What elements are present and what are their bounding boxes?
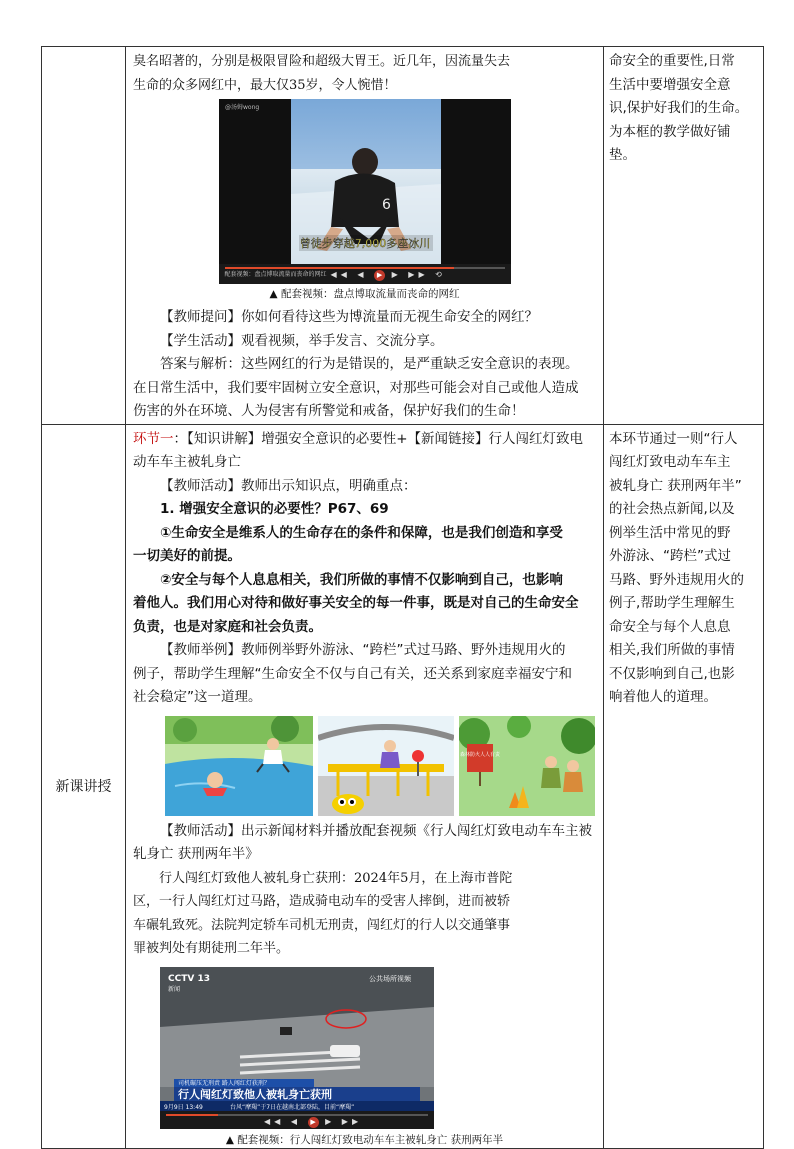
news-progress-bar[interactable] — [166, 1114, 428, 1116]
knowledge-point-cont: 着他人。我们用心对待和做好事关安全的每一件事，既是对自己的生命安全 — [133, 595, 579, 611]
channel-sub: 新闻 — [168, 985, 181, 993]
video-player-controls[interactable] — [219, 264, 511, 284]
video-caption: ▲ 配套视频：盘点博取流量而丧命的网红 — [269, 288, 460, 300]
design-intent-text — [604, 47, 763, 168]
section-label: 新课讲授 — [55, 779, 112, 795]
teacher-example-cont: 例子，帮助学生理解“生命安全不仅与自己有关，还关系到家庭幸福安宁和 — [133, 665, 572, 682]
news-player-controls[interactable] — [160, 1111, 434, 1129]
knowledge-point: ②安全与每个人息息相关，我们所做的事情不仅影响到自己，也影响 — [160, 571, 563, 588]
lesson-body — [126, 425, 603, 710]
side-line: 响着他人的道理。 — [609, 689, 717, 705]
answer-line: 在日常生活中，我们要牢固树立安全意识，对那些可能会对自己或他人造成 — [133, 379, 579, 396]
channel-logo: CCTV 13 — [168, 973, 210, 984]
side-line: 垫。 — [609, 147, 636, 163]
playback-buttons[interactable]: ◀◀ ◀ ▶ ▶ ▶▶ ⟲ — [330, 270, 446, 279]
ticker-time: 9月9日 13:49 — [164, 1103, 203, 1111]
news-ticker: 台风“摩羯”于7日在越南北部登陆，目前“摩羯” — [230, 1103, 355, 1111]
public-video-tag: 公共场所视频 — [369, 974, 411, 983]
video-frame-news[interactable] — [160, 967, 434, 1129]
teacher-question: 【教师提问】你如何看待这些为博流量而无视生命安全的网红？ — [160, 309, 538, 325]
side-line: 例子,帮助学生理解生 — [609, 595, 735, 611]
side-line: 不仅影响到自己,也影 — [609, 665, 735, 682]
player-title: 配套视频：盘点博取流量而丧命的网红 — [224, 271, 327, 278]
illustration-forest-fire — [459, 716, 595, 816]
side-line: 为本框的教学做好铺 — [609, 123, 731, 140]
headline-small: 司机碾压无刑责 路人闯红灯获刑？ — [178, 1079, 270, 1087]
news-video-thumbnail — [160, 967, 434, 1129]
side-line: 被轧身亡 获刑两年半” — [609, 477, 742, 494]
content-cell-intro — [126, 47, 604, 425]
side-line: 的社会热点新闻,以及 — [609, 501, 735, 517]
video-frame-influencer[interactable] — [219, 99, 511, 284]
knowledge-point: ①生命安全是维系人的生命存在的条件和保障，也是我们创造和享受 — [160, 524, 563, 541]
student-activity: 【学生活动】观看视频，举手发言、交流分享。 — [160, 332, 444, 349]
intro-line: 臭名昭著的，分别是极限冒险和超级大胃王。近几年，因流量失去 — [133, 54, 511, 69]
side-line: 本环节通过一则“行人 — [609, 430, 738, 447]
illustration-hurdle-crossing — [318, 716, 454, 816]
news-playback-buttons[interactable]: ◀◀ ◀ ▶ ▶ ▶▶ — [264, 1116, 363, 1126]
link-title-cont: 动车车主被轧身亡 — [133, 454, 241, 470]
design-intent-cell-2 — [604, 424, 764, 1148]
side-line: 生活中要增强安全意 — [609, 76, 731, 93]
teacher-activity: 【教师活动】出示新闻材料并播放配套视频《行人闯红灯致电动车车主被 — [160, 822, 592, 839]
intro-line: 生命的众多网红中，最大仅35岁，令人惋惜！ — [133, 77, 397, 93]
teacher-example-cont: 社会稳定”这一道理。 — [133, 689, 262, 705]
design-intent-text — [604, 425, 763, 710]
knowledge-point-cont: 一切美好的前提。 — [133, 548, 241, 564]
fire-prevention-sign: 森林防火人人有责 — [459, 751, 501, 758]
teacher-example: 【教师举例】教师例举野外游泳、“跨栏”式过马路、野外违规用火的 — [160, 642, 566, 658]
video-subtitle: 曾徒步穿越7,000多座冰川 — [299, 237, 430, 250]
side-line: 相关,我们所做的事情 — [609, 642, 735, 658]
table-row-new-lesson — [42, 424, 764, 1148]
video-progress-bar[interactable] — [225, 267, 505, 269]
link-prefix: 环节一 — [133, 430, 174, 447]
side-line: 马路、野外违规用火的 — [609, 571, 744, 588]
content-cell-new-lesson — [126, 424, 604, 1148]
knowledge-heading: 1. 增强安全意识的必要性？P67、69 — [160, 501, 389, 517]
news-video-caption: ▲ 配套视频：行人闯红灯致电动车车主被轧身亡 获刑两年半 — [225, 1133, 504, 1146]
teacher-activity-cont: 轧身亡 获刑两年半》 — [133, 846, 259, 862]
illustration-wild-swimming — [165, 716, 313, 816]
knowledge-point-cont: 负责，也是对家庭和社会负责。 — [133, 618, 322, 635]
lesson-plan-table — [41, 46, 764, 1149]
answer-line: 伤害的外在环境、人为侵害有所警觉和戒备，保护好我们的生命！ — [133, 403, 525, 419]
watermark: @汤姆wong — [224, 104, 259, 111]
table-row-intro — [42, 47, 764, 425]
section-cell — [42, 424, 126, 1148]
answer-line: 答案与解析：这些网红的行为是错误的，是严重缺乏安全意识的表现。 — [160, 356, 579, 372]
side-line: 例举生活中常见的野 — [609, 524, 731, 541]
news-block — [126, 816, 603, 961]
discussion-block — [126, 302, 603, 424]
svg-text:6: 6 — [381, 197, 391, 213]
section-cell-empty — [42, 47, 126, 425]
news-headline: 行人闯红灯致他人被轧身亡获刑 — [178, 1087, 332, 1101]
link-title: 环节一：【知识讲解】增强安全意识的必要性+【新闻链接】行人闯红灯致电 — [133, 430, 584, 447]
side-line: 闯红灯致电动车车主 — [609, 454, 731, 470]
play-icon[interactable]: ▶ — [374, 270, 385, 281]
illustration-row — [165, 716, 603, 816]
design-intent-cell-1 — [604, 47, 764, 425]
teacher-activity: 【教师活动】教师出示知识点，明确重点： — [160, 477, 417, 494]
side-line: 命安全的重要性,日常 — [609, 53, 735, 69]
side-line: 命安全与每个人息息 — [609, 618, 731, 635]
video-thumbnail-glacier — [219, 99, 511, 284]
intro-text — [126, 47, 603, 97]
news-text: 行人闯红灯致他人被轧身亡获刑：2024年5月，在上海市普陀 区，一行人闯红灯过马路，造成骑电动车的受害人摔倒，进而被轿 车碾轧致死。法院判定轿车司机无刑责，闯红灯的行人以交通肇事 罪被判处有期徒刑二年半。 — [133, 870, 513, 956]
play-icon[interactable]: ▶ — [308, 1117, 319, 1128]
side-line: 识,保护好我们的生命。 — [609, 100, 749, 116]
side-line: 外游泳、“跨栏”式过 — [609, 548, 731, 564]
